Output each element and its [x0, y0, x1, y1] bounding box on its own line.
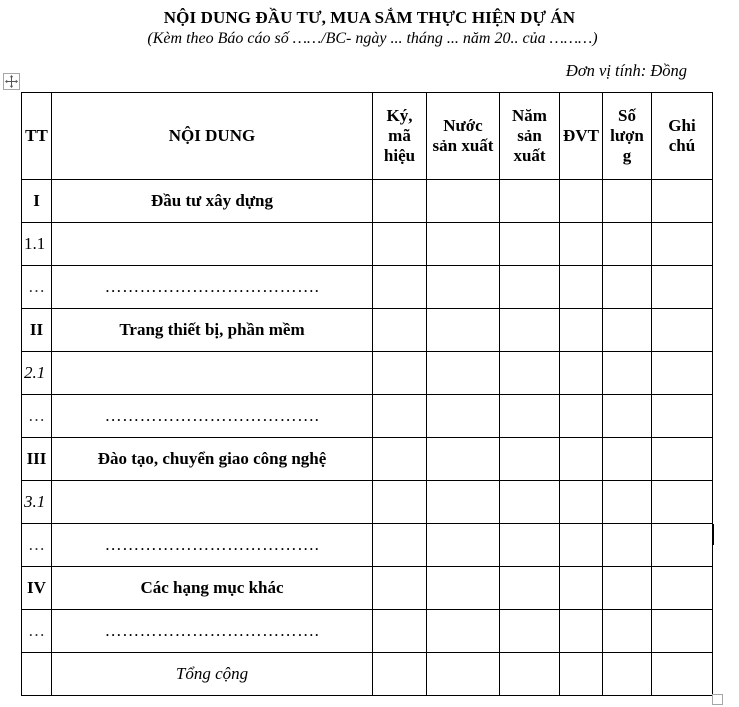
- cell-so-luong[interactable]: [603, 309, 652, 352]
- cell-ky-ma-hieu[interactable]: [373, 266, 427, 309]
- table-row-section: [22, 438, 713, 481]
- cell-noi-dung[interactable]: [52, 481, 373, 524]
- cell-dvt[interactable]: [560, 180, 603, 223]
- cell-so-luong[interactable]: [603, 223, 652, 266]
- cell-dvt[interactable]: [560, 309, 603, 352]
- cell-ghi-chu[interactable]: [652, 352, 713, 395]
- cell-noi-dung[interactable]: ……………………………….: [52, 610, 373, 653]
- cell-so-luong[interactable]: [603, 610, 652, 653]
- table-row-section: [22, 180, 713, 223]
- cell-ky-ma-hieu[interactable]: [373, 309, 427, 352]
- cell-nuoc-san-xuat[interactable]: [427, 481, 500, 524]
- cell-nuoc-san-xuat[interactable]: [427, 352, 500, 395]
- table-move-handle[interactable]: [3, 73, 20, 90]
- header-so-luong[interactable]: Số lượn g: [603, 93, 652, 180]
- table-row-placeholder: [22, 610, 713, 653]
- cell-tt[interactable]: 2.1: [22, 352, 52, 395]
- cell-dvt[interactable]: [560, 481, 603, 524]
- cell-tt[interactable]: 1.1: [22, 223, 52, 266]
- cell-tt[interactable]: …: [22, 266, 52, 309]
- cell-so-luong[interactable]: [603, 567, 652, 610]
- cell-ghi-chu[interactable]: [652, 524, 713, 567]
- cell-ghi-chu[interactable]: [652, 567, 713, 610]
- cell-noi-dung[interactable]: ……………………………….: [52, 395, 373, 438]
- cell-nam-san-xuat[interactable]: [500, 567, 560, 610]
- cell-so-luong[interactable]: [603, 352, 652, 395]
- cell-tt[interactable]: I: [22, 180, 52, 223]
- table-row-placeholder: [22, 266, 713, 309]
- cell-so-luong[interactable]: [603, 180, 652, 223]
- cell-tt[interactable]: IV: [22, 567, 52, 610]
- cell-dvt[interactable]: [560, 653, 603, 696]
- cell-noi-dung[interactable]: Trang thiết bị, phần mềm: [52, 309, 373, 352]
- cell-ghi-chu[interactable]: [652, 653, 713, 696]
- cell-noi-dung[interactable]: ……………………………….: [52, 524, 373, 567]
- cell-ky-ma-hieu[interactable]: [373, 438, 427, 481]
- cell-tt[interactable]: II: [22, 309, 52, 352]
- header-nuoc-san-xuat[interactable]: Nước sản xuất: [427, 93, 500, 180]
- table-row-section: [22, 567, 713, 610]
- cell-nam-san-xuat[interactable]: [500, 180, 560, 223]
- cell-so-luong[interactable]: [603, 481, 652, 524]
- cell-nam-san-xuat[interactable]: [500, 352, 560, 395]
- cell-tt[interactable]: III: [22, 438, 52, 481]
- document-subtitle: (Kèm theo Báo cáo số ……/BC- ngày ... tháng ... năm 20.. của ………): [147, 30, 598, 47]
- cell-tt[interactable]: …: [22, 610, 52, 653]
- header-nam-san-xuat[interactable]: Năm sản xuất: [500, 93, 560, 180]
- cell-nam-san-xuat[interactable]: [500, 395, 560, 438]
- table-row-placeholder: [22, 395, 713, 438]
- cell-ghi-chu[interactable]: [652, 266, 713, 309]
- cell-tt[interactable]: [22, 653, 52, 696]
- header-ghi-chu[interactable]: Ghi chú: [652, 93, 713, 180]
- header-tt[interactable]: TT: [22, 93, 52, 180]
- cell-nam-san-xuat[interactable]: [500, 309, 560, 352]
- cell-nam-san-xuat[interactable]: [500, 266, 560, 309]
- cell-nam-san-xuat[interactable]: [500, 610, 560, 653]
- cell-ky-ma-hieu[interactable]: [373, 481, 427, 524]
- cell-noi-dung[interactable]: [52, 352, 373, 395]
- cell-nuoc-san-xuat[interactable]: [427, 653, 500, 696]
- cell-nuoc-san-xuat[interactable]: [427, 610, 500, 653]
- cell-so-luong[interactable]: [603, 395, 652, 438]
- cell-nuoc-san-xuat[interactable]: [427, 438, 500, 481]
- cell-nam-san-xuat[interactable]: [500, 653, 560, 696]
- cell-dvt[interactable]: [560, 567, 603, 610]
- cell-ky-ma-hieu[interactable]: [373, 223, 427, 266]
- cell-noi-dung[interactable]: Các hạng mục khác: [52, 567, 373, 610]
- cell-nuoc-san-xuat[interactable]: [427, 180, 500, 223]
- cell-tt[interactable]: …: [22, 395, 52, 438]
- cell-nam-san-xuat[interactable]: [500, 481, 560, 524]
- table-row-total: [22, 653, 713, 696]
- cell-dvt[interactable]: [560, 352, 603, 395]
- unit-label: Đơn vị tính: Đồng: [565, 61, 687, 80]
- cell-dvt[interactable]: [560, 395, 603, 438]
- cell-dvt[interactable]: [560, 524, 603, 567]
- cell-nuoc-san-xuat[interactable]: [427, 395, 500, 438]
- cell-so-luong[interactable]: [603, 438, 652, 481]
- text-cursor: [712, 524, 714, 545]
- cell-ky-ma-hieu[interactable]: [373, 352, 427, 395]
- move-icon: [5, 75, 18, 88]
- cell-noi-dung[interactable]: [52, 223, 373, 266]
- table-resize-handle[interactable]: [712, 694, 723, 705]
- cell-ky-ma-hieu[interactable]: [373, 653, 427, 696]
- cell-nuoc-san-xuat[interactable]: [427, 223, 500, 266]
- table-header-row: [22, 93, 713, 180]
- cell-ghi-chu[interactable]: [652, 223, 713, 266]
- cell-dvt[interactable]: [560, 610, 603, 653]
- cell-nuoc-san-xuat[interactable]: [427, 524, 500, 567]
- cell-nam-san-xuat[interactable]: [500, 223, 560, 266]
- cell-so-luong[interactable]: [603, 524, 652, 567]
- table-row-item: [22, 481, 713, 524]
- cell-ky-ma-hieu[interactable]: [373, 567, 427, 610]
- cell-so-luong[interactable]: [603, 266, 652, 309]
- cell-ghi-chu[interactable]: [652, 438, 713, 481]
- cell-dvt[interactable]: [560, 223, 603, 266]
- cell-nam-san-xuat[interactable]: [500, 524, 560, 567]
- investment-table: [21, 92, 713, 696]
- table-row-item: [22, 223, 713, 266]
- header-dvt[interactable]: ĐVT: [560, 93, 603, 180]
- cell-ghi-chu[interactable]: [652, 180, 713, 223]
- cell-nuoc-san-xuat[interactable]: [427, 567, 500, 610]
- cell-nam-san-xuat[interactable]: [500, 438, 560, 481]
- cell-dvt[interactable]: [560, 266, 603, 309]
- cell-ky-ma-hieu[interactable]: [373, 395, 427, 438]
- cell-ky-ma-hieu[interactable]: [373, 524, 427, 567]
- cell-noi-dung[interactable]: Đầu tư xây dựng: [52, 180, 373, 223]
- cell-nuoc-san-xuat[interactable]: [427, 309, 500, 352]
- cell-ghi-chu[interactable]: [652, 481, 713, 524]
- header-ky-ma-hieu[interactable]: Ký, mã hiệu: [373, 93, 427, 180]
- cell-tt[interactable]: …: [22, 524, 52, 567]
- table-row-placeholder: [22, 524, 713, 567]
- cell-ghi-chu[interactable]: [652, 395, 713, 438]
- header-noi-dung[interactable]: NỘI DUNG: [52, 93, 373, 180]
- cell-total-label[interactable]: Tổng cộng: [52, 653, 373, 696]
- cell-so-luong[interactable]: [603, 653, 652, 696]
- cell-dvt[interactable]: [560, 438, 603, 481]
- document-title: NỘI DUNG ĐẦU TƯ, MUA SẮM THỰC HIỆN DỰ ÁN: [163, 8, 576, 27]
- cell-tt[interactable]: 3.1: [22, 481, 52, 524]
- cell-noi-dung[interactable]: Đào tạo, chuyển giao công nghệ: [52, 438, 373, 481]
- cell-nuoc-san-xuat[interactable]: [427, 266, 500, 309]
- cell-ky-ma-hieu[interactable]: [373, 180, 427, 223]
- cell-noi-dung[interactable]: ……………………………….: [52, 266, 373, 309]
- table-row-section: [22, 309, 713, 352]
- cell-ky-ma-hieu[interactable]: [373, 610, 427, 653]
- cell-ghi-chu[interactable]: [652, 610, 713, 653]
- cell-ghi-chu[interactable]: [652, 309, 713, 352]
- table-row-item: [22, 352, 713, 395]
